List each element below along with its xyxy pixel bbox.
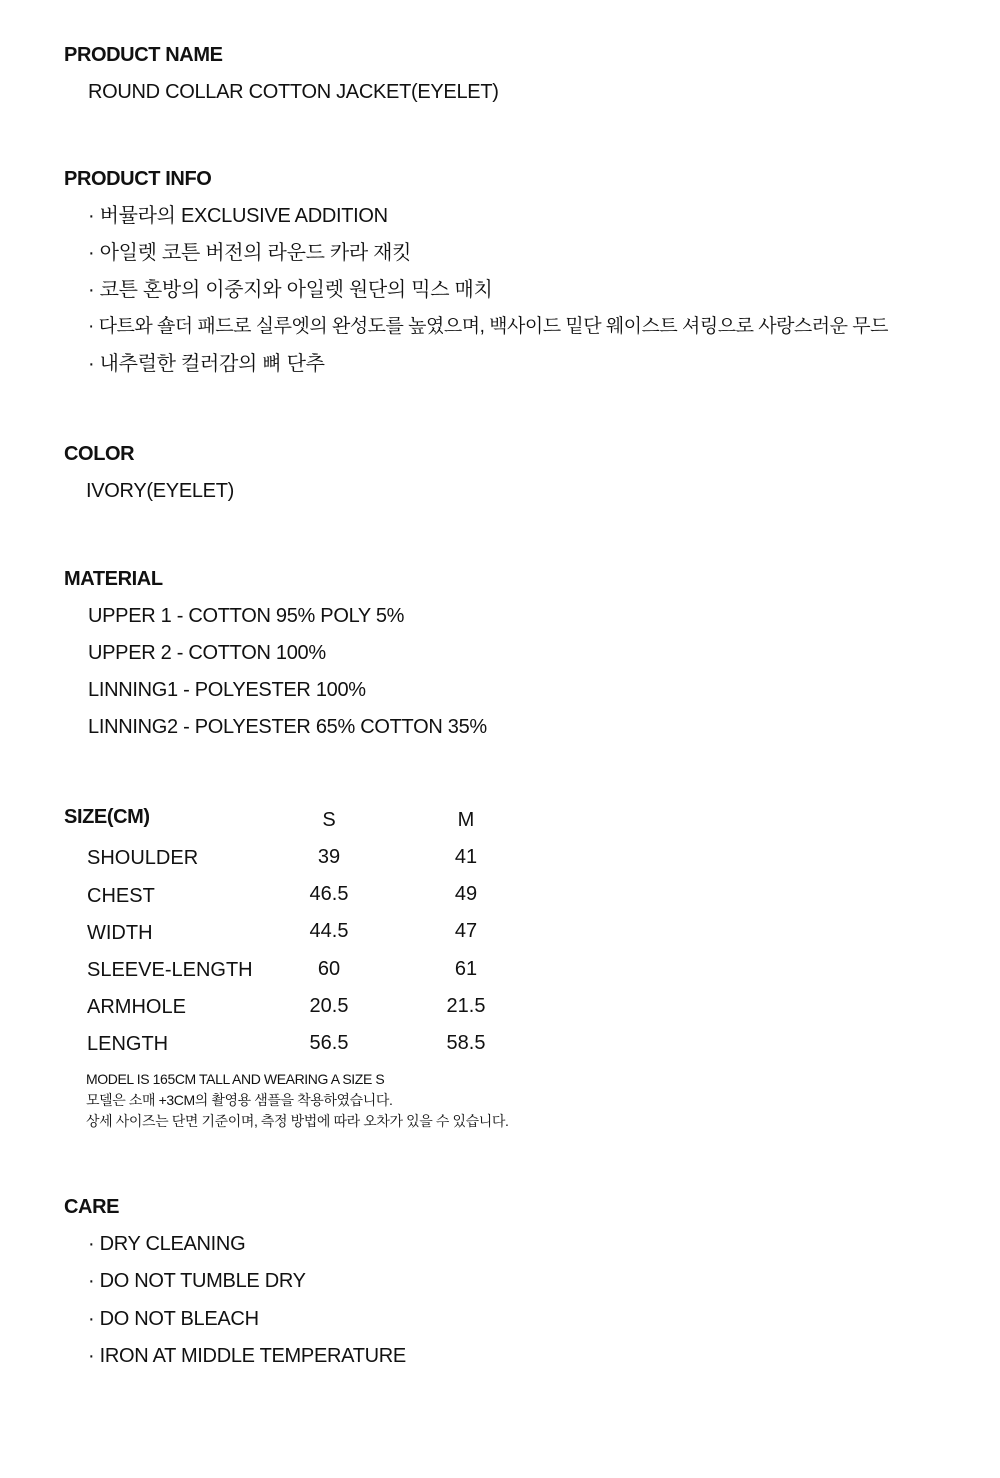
size-note: 상세 사이즈는 단면 기준이며, 측정 방법에 따라 오차가 있을 수 있습니다. — [86, 1113, 509, 1129]
size-cell-s: 56.5 — [309, 1032, 349, 1054]
size-row-label: WIDTH — [87, 922, 153, 944]
size-cell-s: 20.5 — [309, 995, 349, 1017]
size-column-header: S — [322, 809, 336, 831]
size-row-label: ARMHOLE — [87, 996, 186, 1018]
material-item: LINNING1 - POLYESTER 100% — [88, 679, 366, 701]
size-cell-s: 44.5 — [309, 920, 349, 942]
product-info-item: · 코튼 혼방의 이중지와 아일렛 원단의 믹스 매치 — [88, 279, 493, 301]
size-cell-m: 61 — [454, 958, 478, 980]
product-name-heading: PRODUCT NAME — [64, 44, 223, 66]
size-cell-m: 58.5 — [446, 1032, 486, 1054]
product-info-item: · 다트와 숄더 패드로 실루엣의 완성도를 높였으며, 백사이드 밑단 웨이스트 셔링으로 사랑스러운 무드 — [88, 316, 888, 337]
product-info-heading: PRODUCT INFO — [64, 168, 212, 190]
material-item: LINNING2 - POLYESTER 65% COTTON 35% — [88, 716, 487, 738]
product-name-value: ROUND COLLAR COTTON JACKET(EYELET) — [88, 81, 499, 103]
care-item: · IRON AT MIDDLE TEMPERATURE — [88, 1345, 406, 1367]
care-heading: CARE — [64, 1196, 120, 1218]
care-item: · DRY CLEANING — [88, 1233, 246, 1255]
product-info-item: · 아일렛 코튼 버전의 라운드 카라 재킷 — [88, 242, 412, 264]
size-heading: SIZE(CM) — [64, 806, 150, 828]
size-row-label: SHOULDER — [87, 847, 199, 869]
product-info-item: · 버뮬라의 EXCLUSIVE ADDITION — [88, 205, 388, 227]
size-note: 모델은 소매 +3CM의 촬영용 샘플을 착용하였습니다. — [86, 1092, 393, 1108]
size-cell-s: 60 — [317, 958, 341, 980]
color-value: IVORY(EYELET) — [86, 480, 234, 502]
material-item: UPPER 1 - COTTON 95% POLY 5% — [88, 605, 405, 627]
size-note: MODEL IS 165CM TALL AND WEARING A SIZE S — [86, 1071, 385, 1087]
product-info-item: · 내추럴한 컬러감의 뼈 단추 — [88, 353, 325, 375]
material-item: UPPER 2 - COTTON 100% — [88, 642, 326, 664]
material-heading: MATERIAL — [64, 568, 163, 590]
size-cell-m: 47 — [454, 920, 478, 942]
care-item: · DO NOT BLEACH — [88, 1308, 259, 1330]
care-item: · DO NOT TUMBLE DRY — [88, 1270, 306, 1292]
size-cell-m: 49 — [454, 883, 478, 905]
size-cell-m: 41 — [454, 846, 478, 868]
size-cell-s: 39 — [317, 846, 341, 868]
size-row-label: LENGTH — [87, 1033, 169, 1055]
size-cell-m: 21.5 — [446, 995, 486, 1017]
size-column-header: M — [457, 809, 475, 831]
size-row-label: SLEEVE-LENGTH — [87, 959, 253, 981]
size-row-label: CHEST — [87, 885, 155, 907]
color-heading: COLOR — [64, 443, 135, 465]
size-cell-s: 46.5 — [309, 883, 349, 905]
